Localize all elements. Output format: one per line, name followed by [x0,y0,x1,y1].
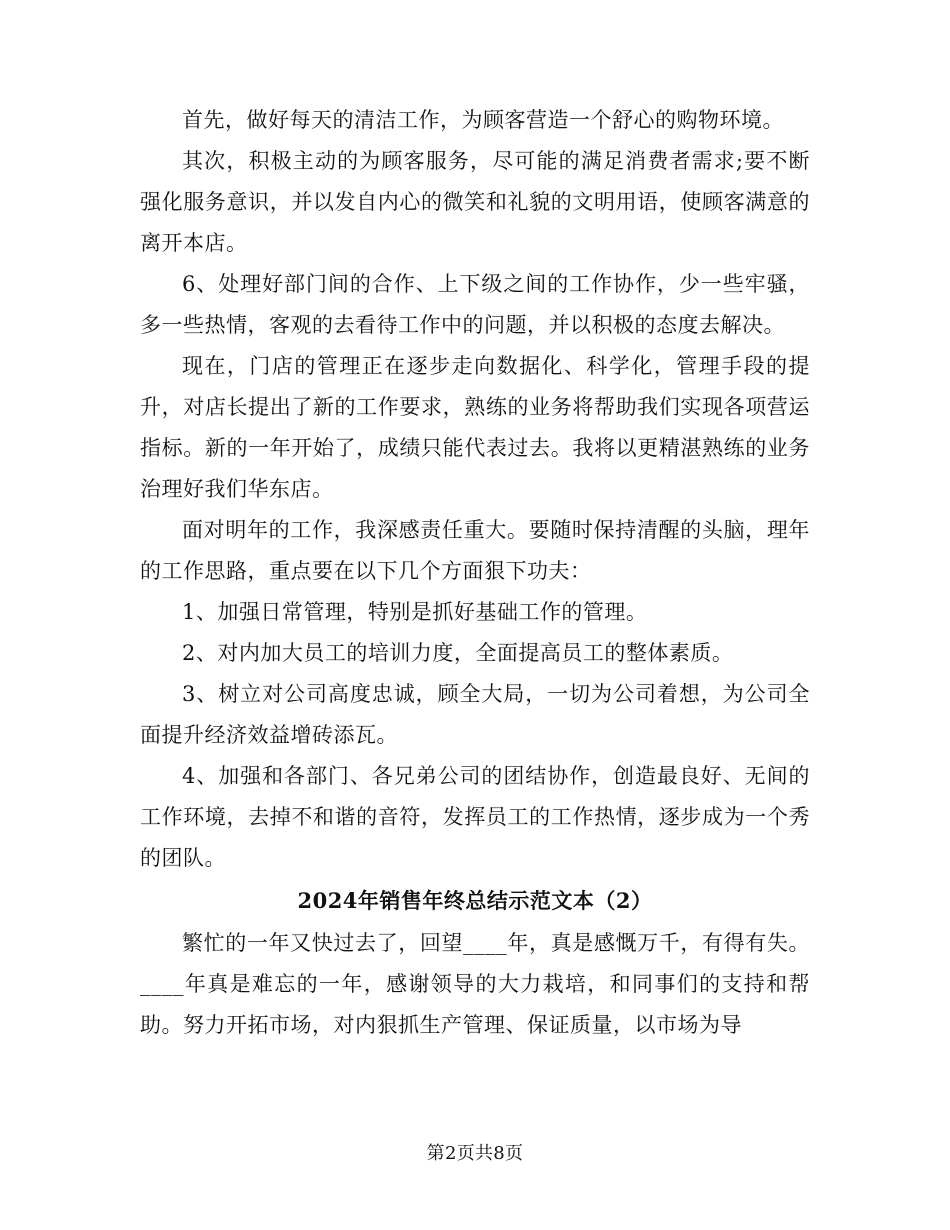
paragraph: 现在，门店的管理正在逐步走向数据化、科学化，管理手段的提升，对店长提出了新的工作要求，熟练的业务将帮助我们实现各项营运指标。新的一年开始了，成绩只能代表过去。我将以更精湛熟练的业务治理好我们华东店。 [140,354,810,501]
section-title: 2024年销售年终总结示范文本（2） [297,888,653,913]
paragraph: 繁忙的一年又快过去了，回望____年，真是感慨万千，有得有失。____年真是难忘的一年，感谢领导的大力栽培，和同事们的支持和帮助。努力开拓市场，对内狠抓生产管理、保证质量，以市场为导 [140,931,810,1037]
list-item: 3、树立对公司高度忠诚，顾全大局，一切为公司着想，为公司全面提升经济效益增砖添瓦。 [140,682,810,747]
page-number-footer: 第2页共8页 [426,1143,524,1164]
paragraph: 面对明年的工作，我深感责任重大。要随时保持清醒的头脑，理年的工作思路，重点要在以下几个方面狠下功夫： [140,518,810,583]
paragraph: 其次，积极主动的为顾客服务，尽可能的满足消费者需求;要不断强化服务意识，并以发自内心的微笑和礼貌的文明用语，使顾客满意的离开本店。 [140,149,810,255]
list-item: 2、对内加大员工的培训力度，全面提高员工的整体素质。 [182,641,734,665]
list-item: 1、加强日常管理，特别是抓好基础工作的管理。 [182,600,648,624]
list-item: 4、加强和各部门、各兄弟公司的团结协作，创造最良好、无间的工作环境，去掉不和谐的音符，发挥员工的工作热情，逐步成为一个秀的团队。 [140,764,810,870]
document-body [140,100,810,1046]
paragraph: 6、处理好部门间的合作、上下级之间的工作协作，少一些牢骚，多一些热情，客观的去看待工作中的问题，并以积极的态度去解决。 [140,272,810,337]
paragraph: 首先，做好每天的清洁工作，为顾客营造一个舒心的购物环境。 [182,108,784,132]
